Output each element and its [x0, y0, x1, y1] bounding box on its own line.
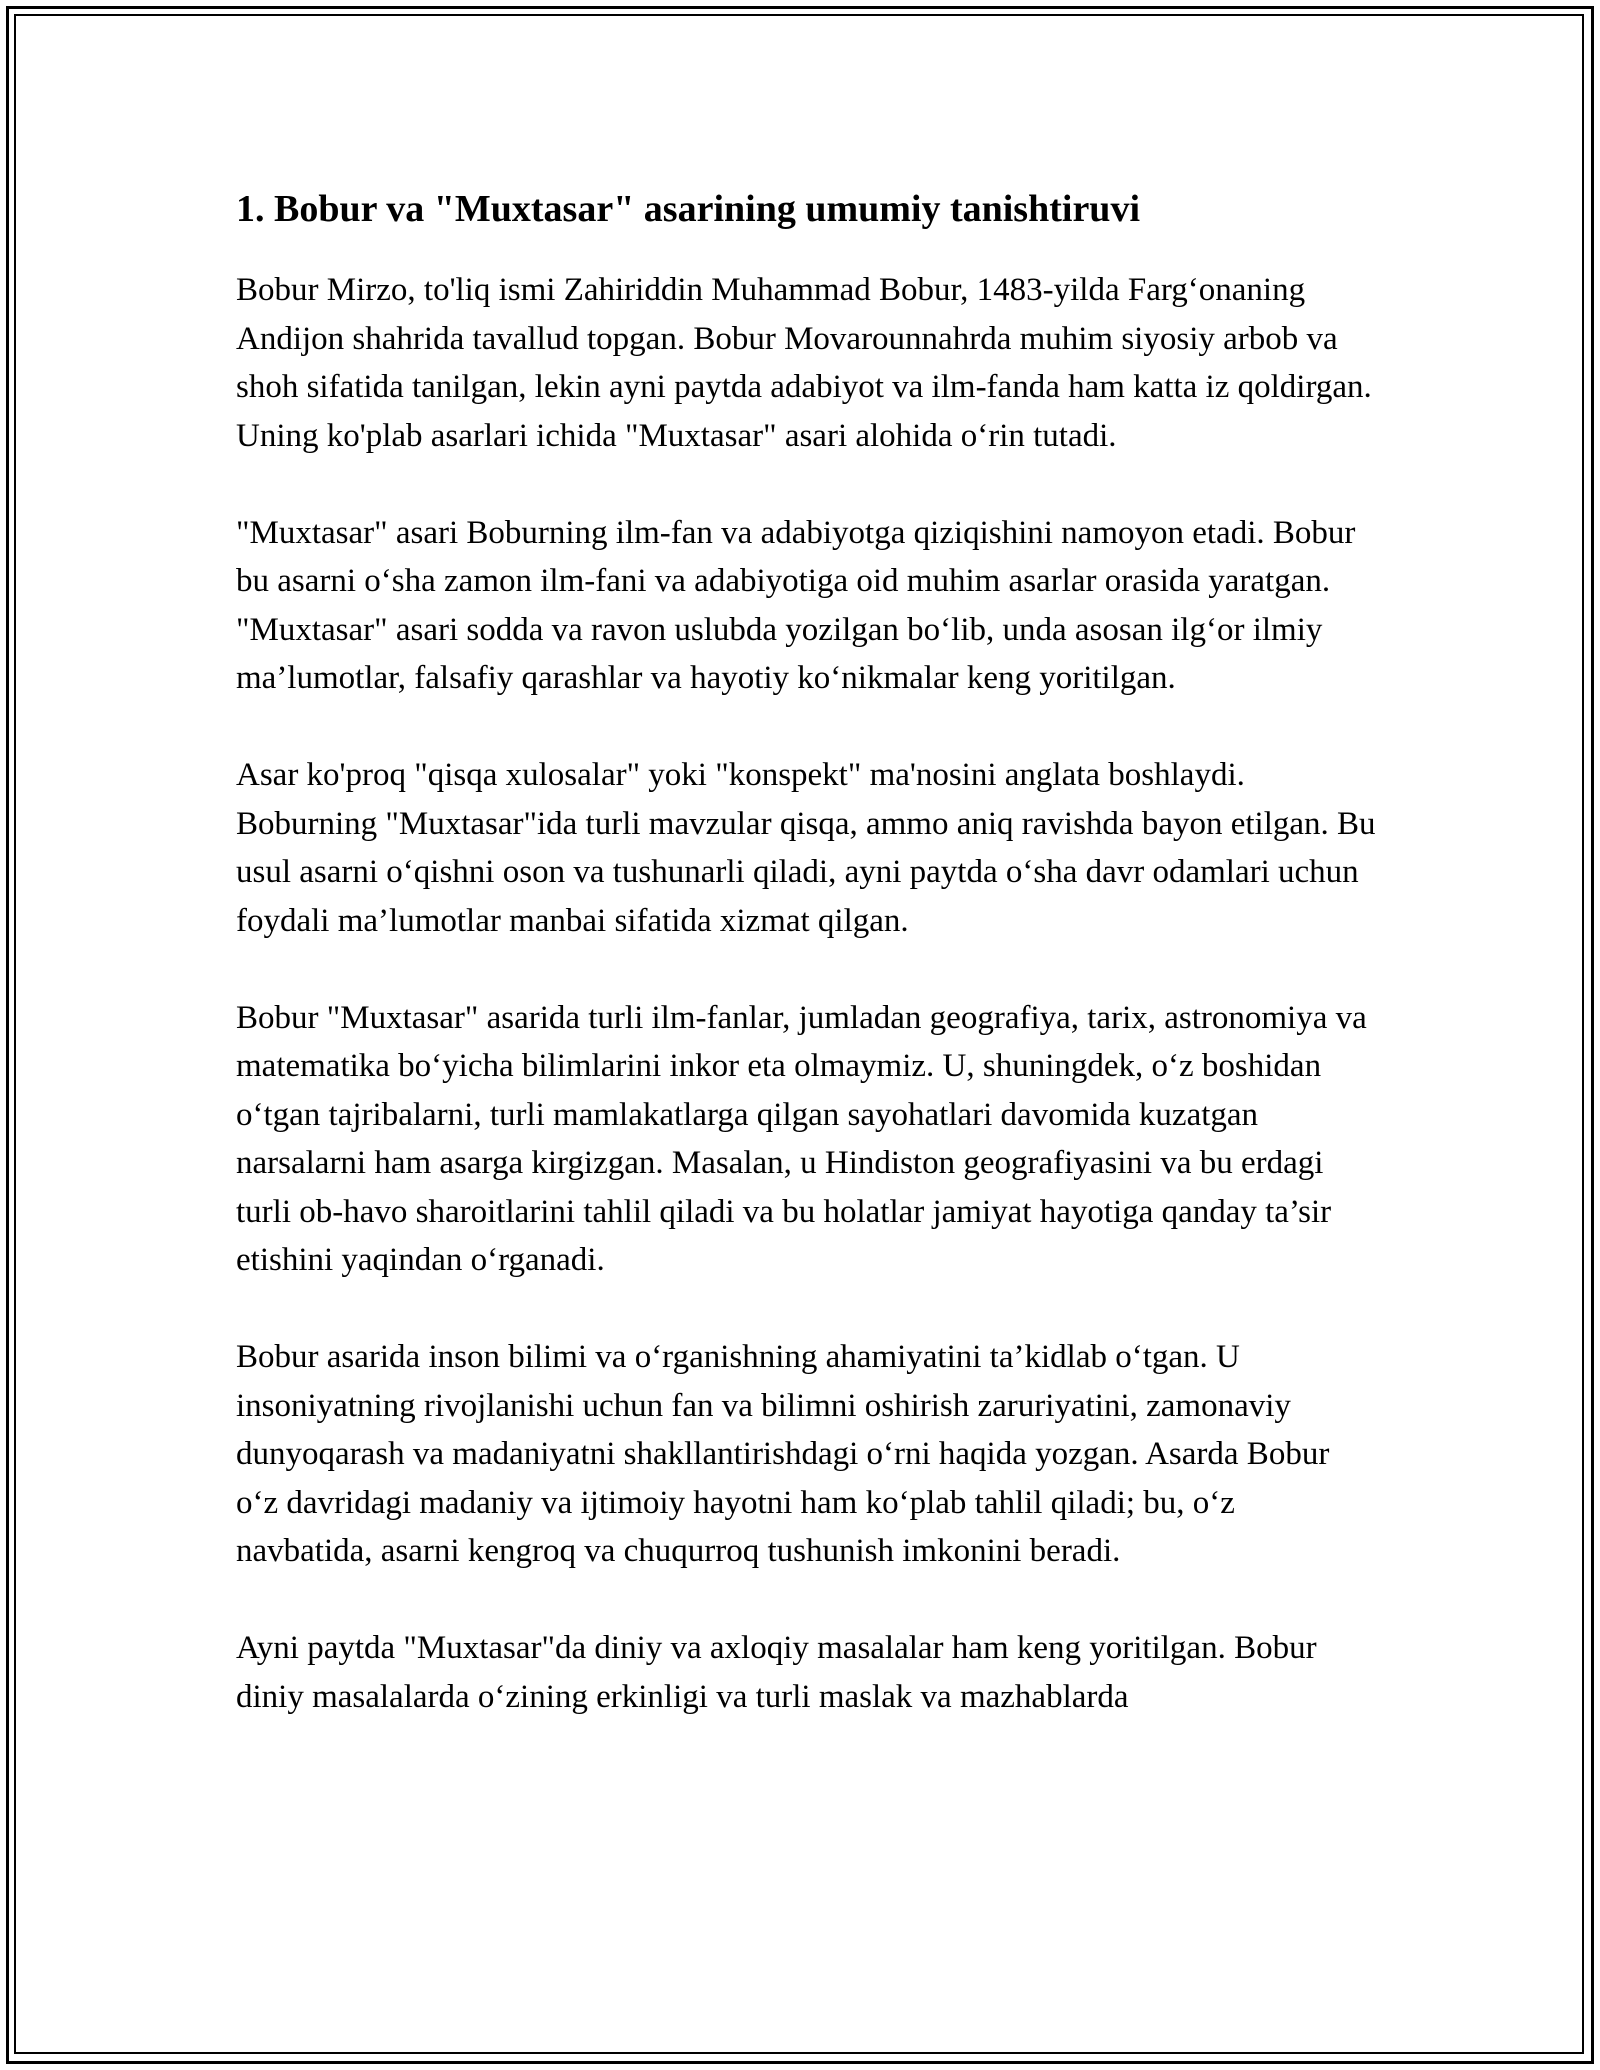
paragraph-5: Bobur asarida inson bilimi va o‘rganishning ahamiyatini ta’kidlab o‘tgan. U insoniyatning rivojlanishi uchun fan va bilimni oshirish zaruriyatini, zamonaviy dunyoqarash va madaniyatni shakllantirishdagi o‘rni haqida yozgan. Asarda Bobur o‘z davridagi madaniy va ijtimoiy hayotni ham ko‘plab tahlil qiladi; bu, o‘z navbatida, asarni kengroq va chuqurroq tushunish imkonini beradi. — [236, 1339, 1330, 1569]
section-heading: 1. Bobur va "Muxtasar" asarining umumiy tanishtiruvi — [236, 188, 1141, 230]
paragraph-6: Ayni paytda "Muxtasar"da diniy va axloqiy masalalar ham keng yoritilgan. Bobur diniy masalalarda o‘zining erkinligi va turli maslak va mazhablarda — [236, 1630, 1317, 1715]
document-body — [236, 186, 1376, 1770]
paragraph-3: Asar ko'proq "qisqa xulosalar" yoki "konspekt" ma'nosini anglata boshlaydi. Boburning "Muxtasar"ida turli mavzular qisqa, ammo aniq ravishda bayon etilgan. Bu usul asarni o‘qishni oson va tushunarli qiladi, ayni paytda o‘sha davr odamlari uchun foydali ma’lumotlar manbai sifatida xizmat qilgan. — [236, 757, 1376, 939]
paragraph-4: Bobur "Muxtasar" asarida turli ilm-fanlar, jumladan geografiya, tarix, astronomiya va matematika bo‘yicha bilimlarini inkor eta olmaymiz. U, shuningdek, o‘z boshidan o‘tgan tajribalarni, turli mamlakatlarga qilgan sayohatlari davomida kuzatgan narsalarni ham asarga kirgizgan. Masalan, u Hindiston geografiyasini va bu erdagi turli ob-havo sharoitlarini tahlil qiladi va bu holatlar jamiyat hayotiga qanday ta’sir etishini yaqindan o‘rganadi. — [236, 999, 1367, 1278]
paragraph-2: "Muxtasar" asari Boburning ilm-fan va adabiyotga qiziqishini namoyon etadi. Bobur bu asarni o‘sha zamon ilm-fani va adabiyotiga oid muhim asarlar orasida yaratgan. "Muxtasar" asari sodda va ravon uslubda yozilgan bo‘lib, unda asosan ilg‘or ilmiy ma’lumotlar, falsafiy qarashlar va hayotiy ko‘nikmalar keng yoritilgan. — [236, 514, 1356, 696]
paragraph-1: Bobur Mirzo, to'liq ismi Zahiriddin Muhammad Bobur, 1483-yilda Farg‘onaning Andijon shahrida tavallud topgan. Bobur Movarounnahrda muhim siyosiy arbob va shoh sifatida tanilgan, lekin ayni paytda adabiyot va ilm-fanda ham katta iz qoldirgan. Uning ko'plab asarlari ichida "Muxtasar" asari alohida o‘rin tutadi. — [236, 272, 1372, 454]
